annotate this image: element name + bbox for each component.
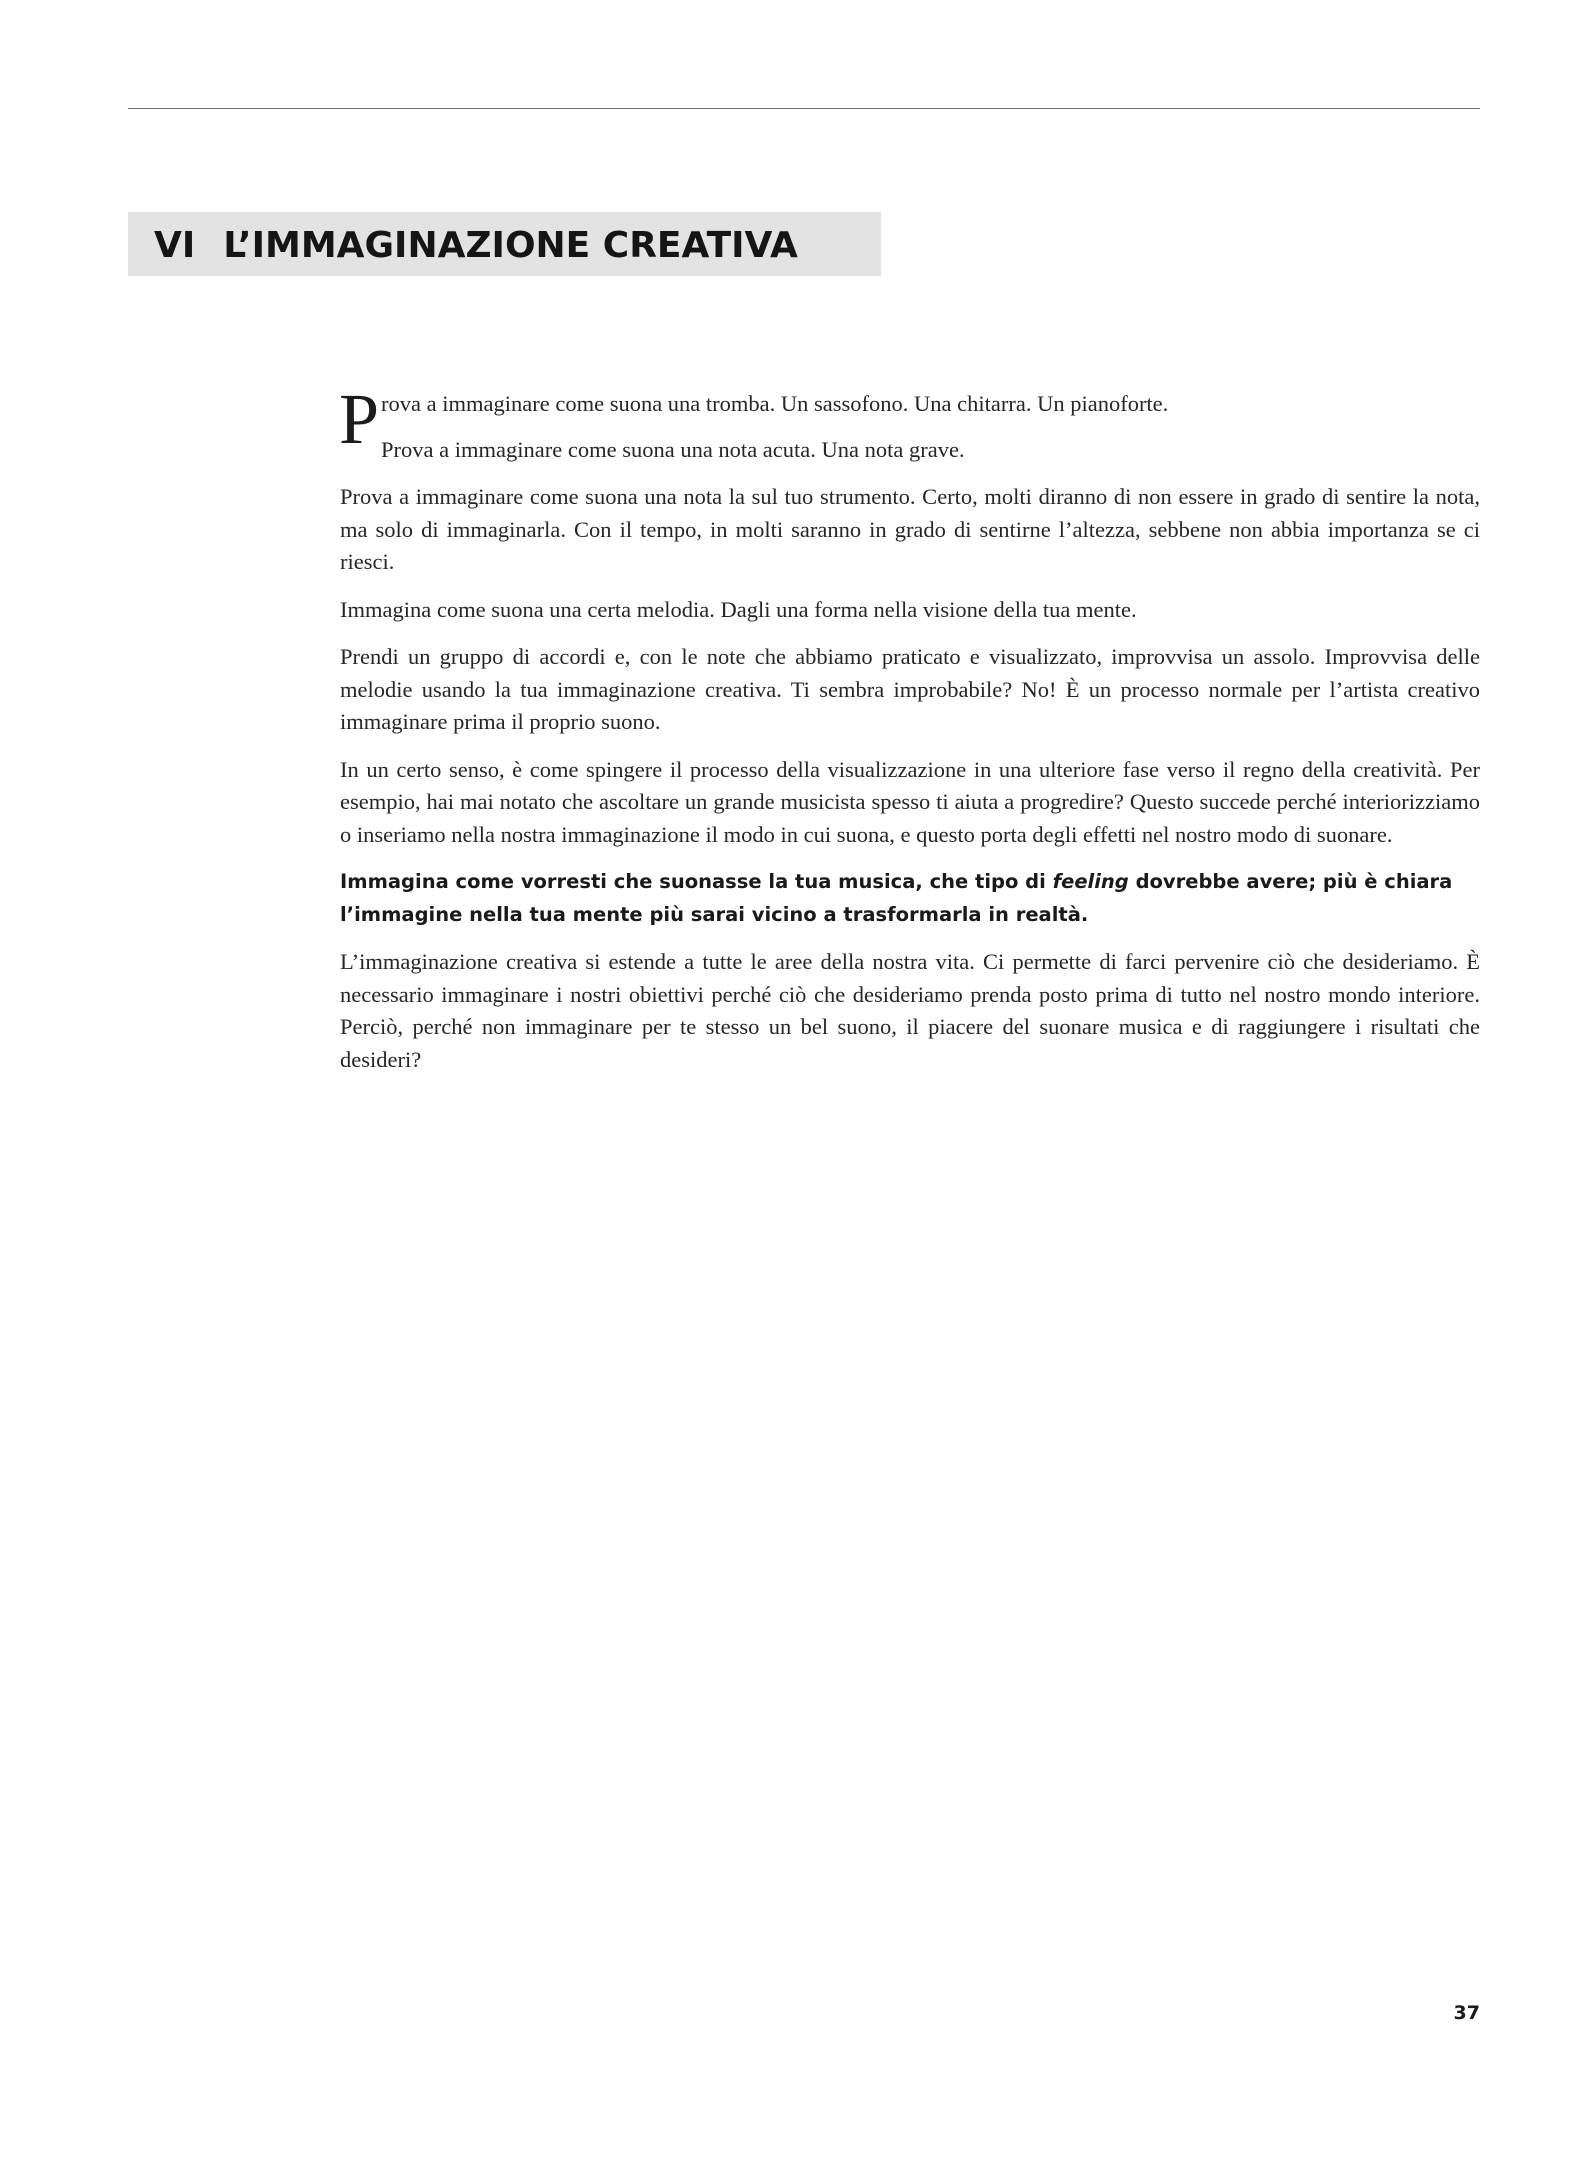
paragraph-3: Prova a immaginare come suona una nota la sul tuo strumento. Certo, molti diranno di non essere in grado di sentire la nota, ma solo di immaginarla. Con il tempo, in molti saranno in grado di sentirne l’altezza, sebbene non abbia importanza se ci riesci. xyxy=(340,484,1480,574)
emphasis-paragraph xyxy=(340,866,1480,931)
header-rule xyxy=(128,108,1480,109)
paragraph-1-text: rova a immaginare come suona una tromba. Un sassofono. Una chitarra. Un pianoforte. xyxy=(381,391,1169,416)
page-number: 37 xyxy=(1453,2002,1480,2024)
drop-cap: P xyxy=(339,379,380,459)
paragraph-6: In un certo senso, è come spingere il processo della visualizzazione in una ulteriore fase verso il regno della creatività. Per esempio, hai mai notato che ascoltare un grande musicista spesso ti aiuta a progredire? Questo succede perché interiorizziamo o inseriamo nella nostra immaginazione il modo in cui suona, e questo porta degli effetti nel nostro modo di suonare. xyxy=(340,756,1480,847)
paragraph-8: L’immaginazione creativa si estende a tutte le aree della nostra vita. Ci permette di farci pervenire ciò che desideriamo. È necessario immaginare i nostri obiettivi perché ciò che desideriamo prenda posto prima di tutto nel nostro mondo interiore. Perciò, perché non immaginare per te stesso un bel suono, il piacere del suonare musica e di raggiungere i risultati che desideri? xyxy=(340,949,1480,1072)
chapter-title: L’IMMAGINAZIONE CREATIVA xyxy=(223,225,798,266)
chapter-number: VI xyxy=(154,225,196,266)
emphasis-text-end: dovrebbe avere; più è chiara l’immagine nella tua mente più sarai vicino a trasformarla in realtà. xyxy=(340,870,1453,926)
chapter-heading xyxy=(154,220,798,272)
emphasis-text-start: Immagina come vorresti che suonasse la tua musica, che tipo di xyxy=(340,870,1053,893)
paragraph-4: Immagina come suona una certa melodia. Dagli una forma nella visione della tua mente. xyxy=(340,596,1137,622)
emphasis-italic-word: feeling xyxy=(1052,870,1129,893)
body-text xyxy=(339,379,1480,1091)
paragraph-5: Prendi un gruppo di accordi e, con le note che abbiamo praticato e visualizzato, improvvisa un assolo. Improvvisa delle melodie usando la tua immaginazione creativa. Ti sembra improbabile? No! È un processo normale per l’artista creativo immaginare prima il proprio suono. xyxy=(340,644,1480,734)
paragraph-2: Prova a immaginare come suona una nota acuta. Una nota grave. xyxy=(381,436,965,462)
